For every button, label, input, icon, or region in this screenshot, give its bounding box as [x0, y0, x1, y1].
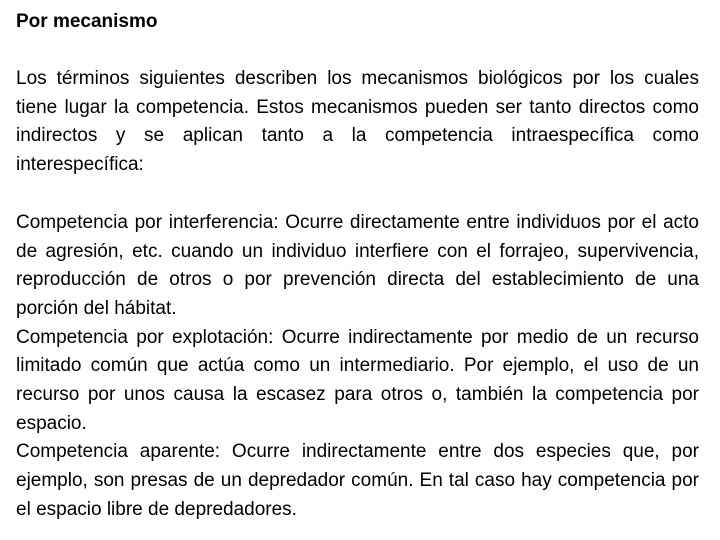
mechanism-interference: Competencia por interferencia: Ocurre directamente entre individuos por el acto de agresión, etc. cuando un individuo interfiere con el forrajeo, supervivencia, reproducción de otros o por prevención directa del establecimiento de una porción del hábitat.	[16, 211, 699, 319]
intro-paragraph: Los términos siguientes describen los mecanismos biológicos por los cuales tiene lugar la competencia. Estos mecanismos pueden ser tanto directos como indirectos y se aplican tanto a la competencia intraespecífica como interespecífica:	[16, 68, 699, 176]
section-heading: Por mecanismo	[16, 11, 158, 32]
document-page	[16, 8, 699, 525]
paragraph-spacer	[16, 180, 699, 209]
mechanism-exploitation: Competencia por explotación: Ocurre indirectamente por medio de un recurso limitado común que actúa como un intermediario. Por ejemplo, el uso de un recurso por unos causa la escasez para otros o, también la competencia por espacio.	[16, 326, 699, 434]
mechanism-apparent: Competencia aparente: Ocurre indirectamente entre dos especies que, por ejemplo, son presas de un depredador común. En tal caso hay competencia por el espacio libre de depredadores.	[16, 441, 699, 520]
